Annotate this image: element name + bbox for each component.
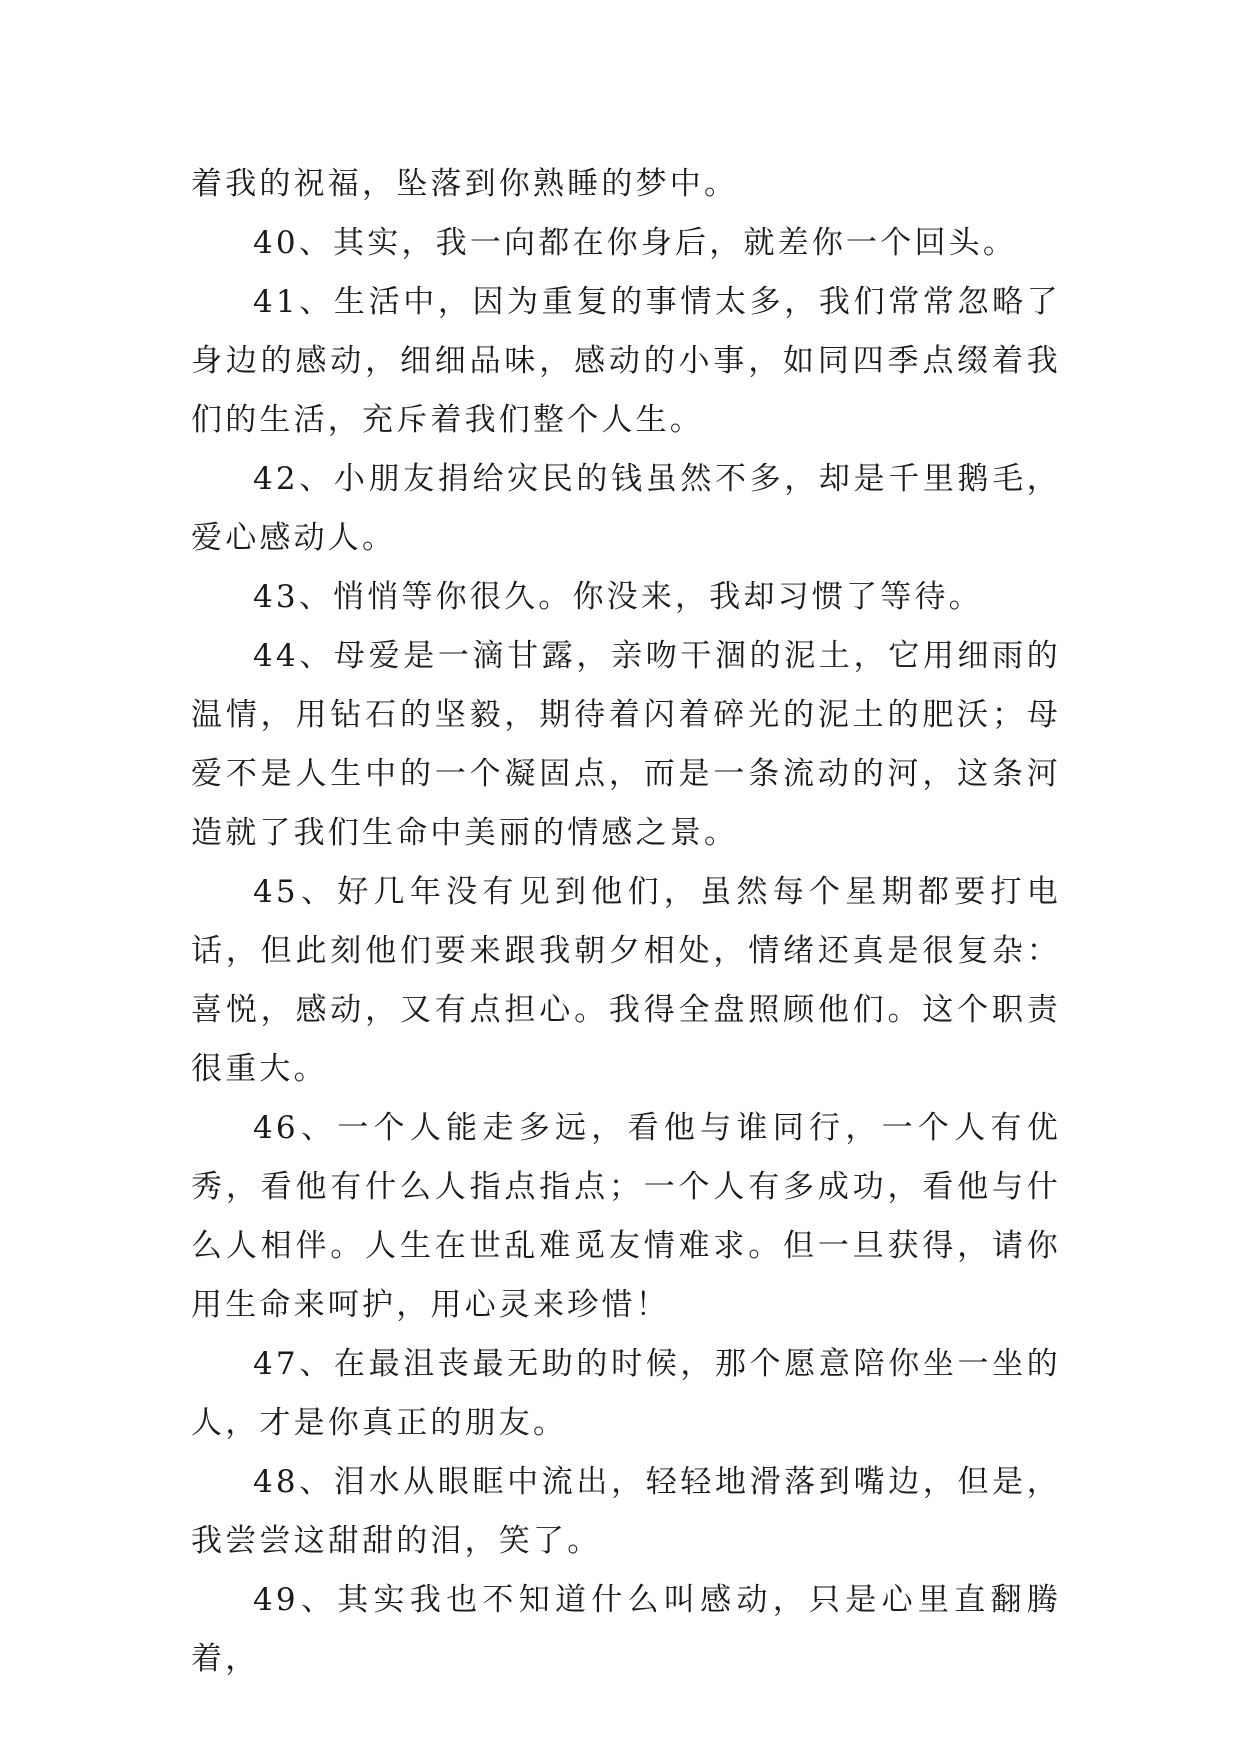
paragraph-item-45: 45、好几年没有见到他们，虽然每个星期都要打电话，但此刻他们要来跟我朝夕相处，情绪还真是很复杂：喜悦，感动，又有点担心。我得全盘照顾他们。这个职责很重大。: [191, 874, 1061, 1087]
paragraph-item-40: 40、其实，我一向都在你身后，就差你一个回头。: [253, 225, 1018, 261]
paragraph-item-44: 44、母爱是一滴甘露，亲吻干涸的泥土，它用细雨的温情，用钻石的坚毅，期待着闪着碎光的泥土的肥沃；母爱不是人生中的一个凝固点，而是一条流动的河，这条河造就了我们生命中美丽的情感之景。: [191, 638, 1061, 851]
paragraph-item-43: 43、悄悄等你很久。你没来，我却习惯了等待。: [253, 579, 983, 615]
document-body: [191, 155, 1061, 1689]
paragraph-item-48: 48、泪水从眼眶中流出，轻轻地滑落到嘴边，但是，我尝尝这甜甜的泪，笑了。: [191, 1464, 1061, 1559]
paragraph-item-41: 41、生活中，因为重复的事情太多，我们常常忽略了身边的感动，细细品味，感动的小事，如同四季点缀着我们的生活，充斥着我们整个人生。: [191, 284, 1061, 438]
paragraph-item-42: 42、小朋友捐给灾民的钱虽然不多，却是千里鹅毛，爱心感动人。: [191, 461, 1061, 556]
paragraph-continuation: 着我的祝福，坠落到你熟睡的梦中。: [191, 166, 739, 202]
paragraph-item-49: 49、其实我也不知道什么叫感动，只是心里直翻腾着，: [191, 1582, 1061, 1677]
paragraph-item-46: 46、一个人能走多远，看他与谁同行，一个人有优秀，看他有什么人指点指点；一个人有多成功，看他与什么人相伴。人生在世乱难觅友情难求。但一旦获得，请你用生命来呵护，用心灵来珍惜！: [191, 1110, 1061, 1323]
paragraph-item-47: 47、在最沮丧最无助的时候，那个愿意陪你坐一坐的人，才是你真正的朋友。: [191, 1346, 1061, 1441]
